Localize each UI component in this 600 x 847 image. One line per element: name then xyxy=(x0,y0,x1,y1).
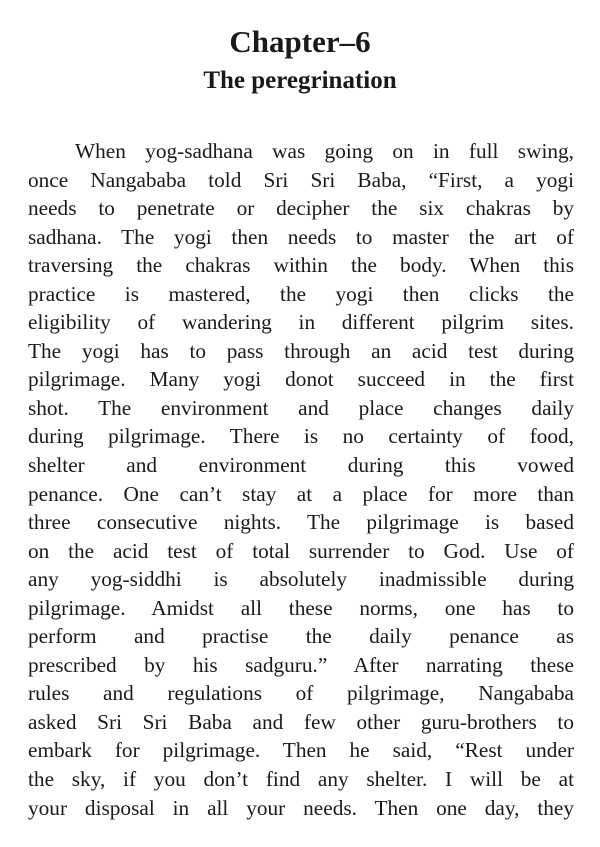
text-line: once Nangababa told Sri Sri Baba, “First, a yogi xyxy=(28,167,574,192)
text-line: pilgrimage. Amidst all these norms, one has to xyxy=(28,595,574,620)
text-line: eligibility of wandering in different pilgrim sites. xyxy=(28,310,574,335)
text-line: When yog-sadhana was going on in full swing, xyxy=(75,139,574,163)
body-paragraph xyxy=(28,137,574,822)
text-line: your disposal in all your needs. Then one day, they xyxy=(28,795,574,820)
text-line: rules and regulations of pilgrimage, Nangababa xyxy=(28,681,574,706)
text-line: practice is mastered, the yogi then clicks the xyxy=(28,281,574,306)
text-line: pilgrimage. Many yogi donot succeed in the first xyxy=(28,367,574,392)
text-line: needs to penetrate or decipher the six chakras by xyxy=(28,196,574,221)
text-line: prescribed by his sadguru.” After narrating these xyxy=(28,652,574,677)
text-line: embark for pilgrimage. Then he said, “Rest under xyxy=(28,738,574,763)
text-line: any yog-siddhi is absolutely inadmissible during xyxy=(28,567,574,592)
text-line: asked Sri Sri Baba and few other guru-brothers to xyxy=(28,709,574,734)
chapter-subtitle: The peregrination xyxy=(203,67,397,94)
text-line: three consecutive nights. The pilgrimage is based xyxy=(28,510,574,535)
text-line: shelter and environment during this vowed xyxy=(28,453,574,478)
text-line: the sky, if you don’t find any shelter. I will be at xyxy=(28,767,574,792)
text-line: during pilgrimage. There is no certainty of food, xyxy=(28,424,574,449)
text-line: The yogi has to pass through an acid test during xyxy=(28,338,574,363)
chapter-heading: Chapter–6 xyxy=(229,24,371,59)
text-line: traversing the chakras within the body. When this xyxy=(28,253,574,278)
text-line: shot. The environment and place changes daily xyxy=(28,395,574,420)
text-line: on the acid test of total surrender to God. Use of xyxy=(28,538,574,563)
text-line: sadhana. The yogi then needs to master the art of xyxy=(28,224,574,249)
text-line: perform and practise the daily penance as xyxy=(28,624,574,649)
text-line: penance. One can’t stay at a place for more than xyxy=(28,481,574,506)
